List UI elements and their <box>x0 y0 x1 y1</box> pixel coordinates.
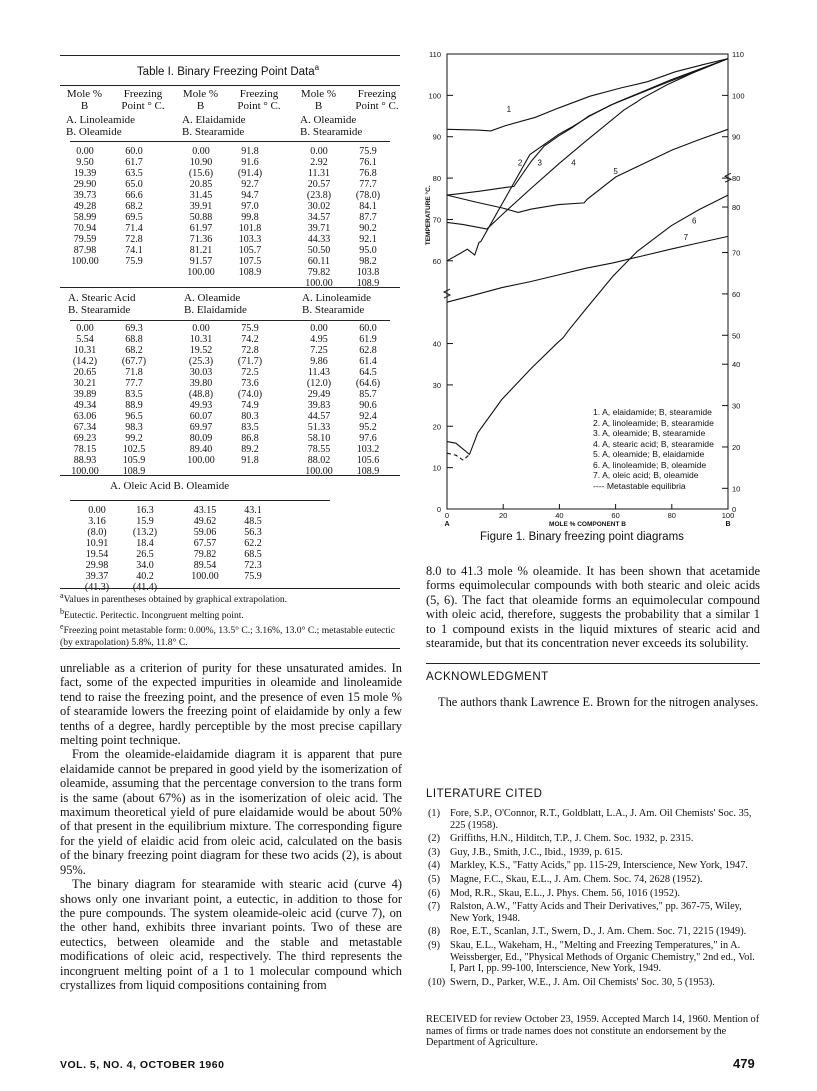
y-tick-label-left: 0 <box>436 505 441 514</box>
curve-label: 6 <box>692 216 697 226</box>
group1-mole-col: 0.00 2.92 11.31 20.57 (23.8) 30.02 34.57 39.71 44.33 50.50 60.11 79.82 100.00 <box>305 146 333 289</box>
reference-item: (6) Mod, R.R., Skau, E.L., J. Phys. Chem. 56, 1016 (1952). <box>428 887 680 899</box>
header-freezing-point: Freezing Point ° C. <box>121 88 165 112</box>
section-rule <box>426 663 760 664</box>
table-top-rule <box>60 55 400 56</box>
group1-component-b: B. Stearamide <box>182 126 245 138</box>
x-tick-label: 80 <box>667 511 676 520</box>
x-axis-title: MOLE % COMPONENT B <box>549 521 626 528</box>
body-right: 8.0 to 41.3 mole % oleamide. It has been shown that acetamide forms equimolecular compounds with both stearic and oleic acids (5, 6). The fact that oleamide forms an equimolecular compound with oleic acid, therefore, suggests the probability that a similar 1 to 1 compound exists in the liquid mixtures of stearic acid and stearamide, but that its concentration never exceeds its solubility. <box>426 564 760 651</box>
ack-heading: ACKNOWLEDGMENT <box>426 671 549 683</box>
legend-entry: 2. A, linoleamide; B, stearamide <box>593 417 714 428</box>
reference-item: (9) Skau, E.L., Wakeham, H., "Melting and Freezing Temperatures," in A. Weissberger, Ed., "Physical Methods of Organic Chemistry," 2nd ed., Vol. I, Part I, pp. 99-100, Interscience, New York, 1949. <box>428 939 755 975</box>
group1-component-a: A. Oleamide <box>300 114 357 126</box>
metastable-curve <box>447 453 470 460</box>
group2-component-b: B. Elaidamide <box>184 304 247 316</box>
group2-component-a: A. Stearic Acid <box>68 292 136 304</box>
group2-mole-col: 0.00 5.54 10.31 (14.2) 20.65 30.21 39.89 49.34 63.06 67.34 69.23 78.15 88.93 100.00 <box>71 323 99 477</box>
curve-label: 3 <box>537 158 542 168</box>
table-header-rule <box>60 85 400 86</box>
y-tick-label-right: 80 <box>732 203 741 213</box>
x-end-label-b: B <box>725 521 731 528</box>
legend-entry: 7. A, oleic acid; B, oleamide <box>593 470 699 480</box>
axis-break-left <box>444 289 450 298</box>
group2-fp-col: 60.0 61.9 62.8 61.4 64.5 (64.6) 85.7 90.6 92.4 95.2 97.6 103.2 105.6 108.9 <box>355 323 381 477</box>
curve-3 <box>447 59 728 196</box>
table-subheader-rule <box>70 320 390 321</box>
group1-mole-col: 0.00 10.90 (15.6) 20.85 31.45 39.91 50.88 61.97 71.36 81.21 91.57 100.00 <box>187 146 215 278</box>
curve-label: 4 <box>571 158 576 168</box>
y-tick-label-left: 20 <box>432 422 441 432</box>
paragraph: unreliable as a criterion of purity for these unsaturated amides. In fact, some of the expected impurities in oleamide and linoleamide tend to raise the freezing point, and the presence of even 15 mole % of stearamide lowers the freezing point of elaidamide by only a few tenths of a degree, hardly perceptible by the most precise capillary melting point technique. <box>60 661 402 748</box>
x-tick-label: 20 <box>499 511 508 520</box>
group3-mole-col-2: 43.15 49.62 59.06 67.57 79.82 89.54 100.00 <box>191 505 219 582</box>
group2-fp-col: 69.3 68.8 68.2 (67.7) 71.8 77.7 83.5 88.9 96.5 98.3 99.2 102.5 105.9 108.9 <box>121 323 147 477</box>
header-mole: Mole % B <box>300 88 337 112</box>
legend-entry: 5. A, oleamide; B, elaidamide <box>593 449 705 459</box>
body-left <box>60 661 402 992</box>
reference-item: (2) Griffiths, H.N., Hilditch, T.P., J. Chem. Soc. 1932, p. 2315. <box>428 833 694 845</box>
y-tick-label-left: 60 <box>432 256 441 266</box>
table-subheader-rule <box>70 141 390 142</box>
y-tick-label-right: 70 <box>732 248 741 258</box>
curve-1 <box>447 59 728 131</box>
y-tick-label-left: 90 <box>432 132 441 142</box>
y-tick-label-right: 90 <box>732 132 741 142</box>
reference-item: (1) Fore, S.P., O'Connor, R.T., Goldblatt, L.A., J. Am. Oil Chemists' Soc. 35, 225 (1958). <box>428 808 752 831</box>
y-tick-label-left: 10 <box>432 463 441 473</box>
refs-heading: LITERATURE CITED <box>426 788 543 800</box>
group2-fp-col: 75.9 74.2 72.8 (71.7) 72.5 73.6 (74.0) 74.9 80.3 83.5 86.8 89.2 91.8 <box>237 323 263 466</box>
x-tick-label: 60 <box>611 511 620 520</box>
y-tick-label-right: 50 <box>732 331 741 341</box>
group1-component-a: A. Elaidamide <box>182 114 246 126</box>
y-tick-label-right: 20 <box>732 442 741 452</box>
ack-text: The authors thank Lawrence E. Brown for the nitrogen analyses. <box>438 695 759 709</box>
y-tick-label-right: 60 <box>732 289 741 299</box>
x-tick-label: 40 <box>555 511 564 520</box>
header-mole: Mole % B <box>182 88 219 112</box>
group2-component-b: B. Stearamide <box>302 304 365 316</box>
table-bottom-rule <box>60 588 400 589</box>
table-group-rule <box>60 475 400 476</box>
y-tick-label-right: 80 <box>732 174 741 184</box>
group2-component-a: A. Oleamide <box>184 292 241 304</box>
reference-item: (5) Magne, F.C., Skau, E.L., J. Am. Chem. Soc. 74, 2628 (1952). <box>428 873 703 885</box>
group1-component-a: A. Linoleamide <box>66 114 136 126</box>
y-tick-label-left: 40 <box>432 339 441 349</box>
x-tick-label: 0 <box>444 511 450 520</box>
y-tick-label-left: 30 <box>432 380 441 390</box>
y-tick-label-right: 110 <box>732 50 744 59</box>
group3-fp-col-2: 43.1 48.5 56.3 62.2 68.5 72.3 75.9 <box>244 505 262 582</box>
curve-4 <box>447 59 728 229</box>
legend-entry: 4. A, stearic acid; B, stearamide <box>593 438 714 449</box>
y-tick-label-right: 40 <box>732 360 741 370</box>
legend-entry: ---- Metastable equilibria <box>593 480 686 491</box>
y-tick-label-right: 10 <box>732 484 741 494</box>
group2-mole-col: 0.00 10.31 19.52 (25.3) 30.03 39.80 (48.8) 49.93 60.07 69.97 80.09 89.40 100.00 <box>187 323 215 466</box>
legend-entry: 6. A, linoleamide; B, oleamide <box>593 459 707 470</box>
curve-label: 2 <box>517 158 523 168</box>
curve-2 <box>447 59 728 261</box>
reference-list <box>428 808 758 990</box>
curve-5 <box>447 129 728 212</box>
table-end-rule <box>60 648 400 649</box>
header-mole: Mole % B <box>66 88 103 112</box>
y-tick-label-left: 110 <box>429 50 441 59</box>
group1-mole-col: 0.00 9.50 19.39 29.90 39.73 49.28 58.99 70.94 79.59 87.98 100.00 <box>71 146 99 267</box>
y-tick-label-right: 100 <box>732 91 745 101</box>
group1-fp-col: 91.8 91.6 (91.4) 92.7 94.7 97.0 99.8 101.8 103.3 105.7 107.5 108.9 <box>237 146 263 278</box>
group1-component-b: B. Stearamide <box>300 126 363 138</box>
group2-component-a: A. Linoleamide <box>302 292 372 304</box>
group1-fp-col: 75.9 76.1 76.8 77.7 (78.0) 84.1 87.7 90.2 92.1 95.0 98.2 103.8 108.9 <box>355 146 381 289</box>
table-subheader-rule <box>70 500 330 501</box>
legend-entry: 3. A, oleamide; B, stearamide <box>593 428 706 438</box>
curve-6 <box>447 236 728 302</box>
x-end-label-a: A <box>444 521 450 528</box>
curve-label: 7 <box>683 233 689 243</box>
legend-entry: 1. A, elaidamide; B, stearamide <box>593 407 712 417</box>
page-number: 479 <box>733 1056 755 1071</box>
y-tick-label-right: 30 <box>732 401 741 411</box>
group2-component-b: B. Stearamide <box>68 304 131 316</box>
group2-mole-col: 0.00 4.95 7.25 9.86 11.43 (12.0) 29.49 39.83 44.57 51.33 58.10 78.55 88.02 100.00 <box>305 323 333 477</box>
table-group-rule <box>60 287 400 288</box>
reference-item: (4) Markley, K.S., "Fatty Acids," pp. 115-29, Interscience, New York, 1947. <box>428 860 748 872</box>
y-tick-label-left: 70 <box>432 215 441 225</box>
paragraph: From the oleamide-elaidamide diagram it is apparent that pure elaidamide cannot be prepared in good yield by the isomerization of oleamide, assuming that the percentage conversion to the trans form is the same (about 67%) as in the isomerization of oleic acid. The maximum theoretical yield of pure elaidamide would be about 50% of that present in the equilibrium mixture. The corresponding figure for the yield of elaidic acid from oleic acid, calculated on the basis of the binary freezing point diagram for these two acids (2), is about 95%. <box>60 747 402 877</box>
y-axis-title: TEMPERATURE °C. <box>425 185 432 246</box>
group1-fp-col: 60.0 61.7 63.5 65.0 66.6 68.2 69.5 71.4 72.8 74.1 75.9 <box>125 146 143 267</box>
table-footnotes: $^a$Values in parentheses obtained by graphical extrapolation. $^b$Eutectic. Peritectic. Incongruent melting point. $^e$Freezing point metastable form: 0.00%, 13.5° C.; 3.16%, 13.0° C.; metastable eutectic (by extrapolation) 5.8%, 11.8° C. <box>60 591 395 648</box>
group3-mole-col-1: 0.00 3.16 (8.0) 10.91 19.54 29.98 39.37 (41.3) <box>84 505 110 593</box>
x-tick-label: 100 <box>721 511 735 520</box>
figure-caption: Figure 1. Binary freezing point diagrams <box>480 531 684 543</box>
group3-title: A. Oleic Acid B. Oleamide <box>110 480 230 492</box>
y-tick-label-left: 80 <box>432 174 441 184</box>
group1-component-b: B. Oleamide <box>66 126 122 138</box>
header-freezing-point: Freezing Point ° C. <box>355 88 399 112</box>
received-note: RECEIVED for review October 23, 1959. Accepted March 14, 1960. Mention of names of firms or trade names does not constitute an endorsement by the Department of Agriculture. <box>426 1014 760 1049</box>
table-title: Table I. Binary Freezing Point Data$^a$ <box>136 63 320 78</box>
header-freezing-point: Freezing Point ° C. <box>237 88 281 112</box>
group3-fp-col-1: 16.3 15.9 (13.2) 18.4 26.5 34.0 40.2 (41.4) <box>132 505 158 593</box>
reference-item: (10) Swern, D., Parker, W.E., J. Am. Oil Chemists' Soc. 30, 5 (1953). <box>428 976 715 988</box>
curve-label: 1 <box>506 104 512 114</box>
y-tick-label-right: 0 <box>732 505 737 514</box>
paragraph: The binary diagram for stearamide with stearic acid (curve 4) shows only one invariant point, a eutectic, in addition to those for the pure compounds. The system oleamide-oleic acid (curve 7), on the other hand, exhibits three invariant points. Two of these are eutectics, between oleamide and the stable and metastable modifications of oleic acid, respectively. The third represents the incongruent melting point of a 1 to 1 molecular compound which crystallizes from liquid compositions containing from <box>60 877 402 992</box>
figure-legend <box>593 407 714 491</box>
curve-label: 5 <box>613 166 618 176</box>
reference-item: (7) Ralston, A.W., "Fatty Acids and Their Derivatives," pp. 367-75, Wiley, New York, 1948. <box>428 901 742 924</box>
reference-item: (8) Roe, E.T., Scanlan, J.T., Swern, D., J. Am. Chem. Soc. 71, 2215 (1949). <box>428 926 747 938</box>
y-tick-label-left: 100 <box>428 91 441 101</box>
reference-item: (3) Guy, J.B., Smith, J.C., Ibid., 1939, p. 615. <box>428 846 623 858</box>
journal-footer: VOL. 5, NO. 4, OCTOBER 1960 <box>60 1059 225 1071</box>
